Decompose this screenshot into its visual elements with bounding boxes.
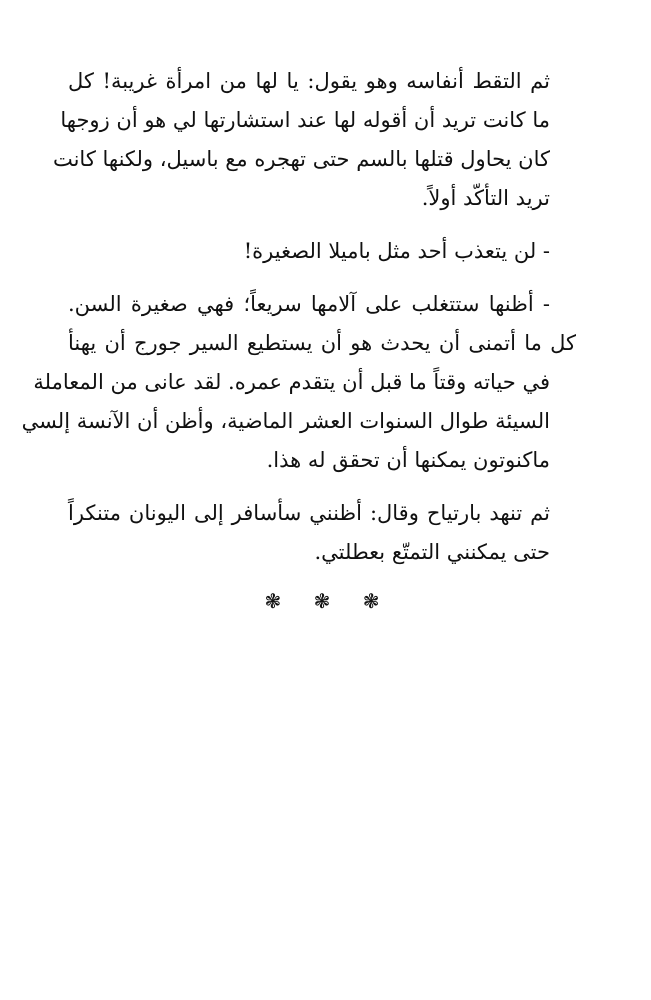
text-line: السيئة طوال السنوات العشر الماضية، وأظن أن الآنسة إلسي: [21, 409, 550, 433]
text-line: - لن يتعذب أحد مثل باميلا الصغيرة!: [243, 239, 550, 263]
text-line: حتى يمكنني التمتّع بعطلتي.: [314, 540, 550, 564]
section-separator: [68, 582, 576, 621]
text-line: ثم تنهد بارتياح وقال: أظنني سأسافر إلى اليونان متنكراً: [68, 501, 550, 525]
text-line: كل ما أتمنى أن يحدث هو أن يستطيع السير جورج أن يهنأ: [68, 331, 576, 355]
text-line: ماكنوتون يمكنها أن تحقق له هذا.: [266, 448, 550, 472]
separator-star-icon: ❃: [264, 589, 282, 613]
paragraph-gap: [68, 218, 576, 232]
paragraph-1: [52, 62, 576, 218]
text-line: في حياته وقتاً ما قبل أن يتقدم عمره. لقد عانى من المعاملة: [33, 370, 550, 394]
paragraph-gap: [68, 271, 576, 285]
text-line: ما كانت تريد أن أقوله لها عند استشارتها لي هو أن زوجها: [60, 108, 550, 132]
paragraph-4: [68, 494, 576, 572]
book-page: [21, 62, 576, 621]
paragraph-2: [68, 232, 576, 271]
separator-star-icon: ❃: [362, 589, 380, 613]
text-line: كان يحاول قتلها بالسم حتى تهجره مع باسيل، ولكنها كانت: [52, 147, 550, 171]
separator-star-icon: ❃: [313, 589, 331, 613]
text-line: - أظنها ستتغلب على آلامها سريعاً؛ فهي صغيرة السن.: [68, 292, 550, 316]
text-line: تريد التأكّد أولاً.: [421, 186, 550, 210]
text-line: ثم التقط أنفاسه وهو يقول: يا لها من امرأة غريبة! كل: [68, 69, 550, 93]
paragraph-gap: [68, 480, 576, 494]
paragraph-3: [21, 285, 576, 480]
